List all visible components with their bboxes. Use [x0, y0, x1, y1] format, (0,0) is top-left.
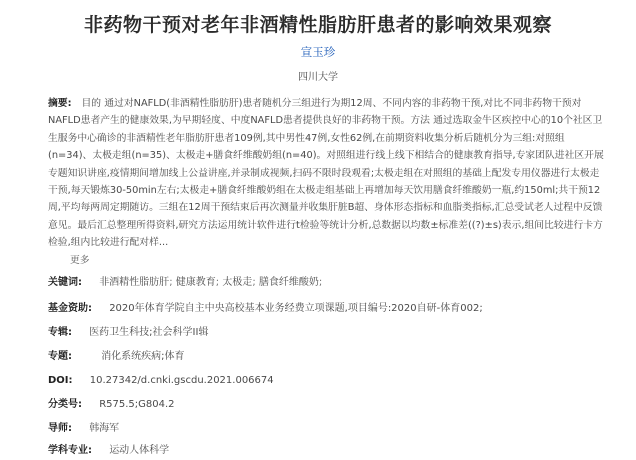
fund-row [48, 300, 483, 317]
affiliation [0, 68, 636, 83]
subject-label: 专题: [48, 351, 72, 362]
advisor-label: 导师: [48, 423, 72, 434]
advisor-link[interactable]: 韩海军 [89, 423, 120, 434]
doi-label: DOI: [48, 375, 73, 386]
major-row [48, 442, 169, 459]
classification-value: R575.5;G804.2 [99, 399, 175, 410]
more-link[interactable]: 更多 [70, 254, 90, 266]
doi-row [48, 372, 274, 389]
major-value: 运动人体科学 [109, 445, 170, 456]
keyword-link[interactable]: 健康教育 [175, 277, 216, 288]
series-row [48, 324, 208, 341]
doi-value: 10.27342/d.cnki.gscdu.2021.006674 [89, 375, 274, 386]
keywords-list: 非酒精性脂肪肝; 健康教育; 太极走; 膳食纤维酸奶; [99, 277, 323, 288]
keyword-link[interactable]: 膳食纤维酸奶 [258, 277, 319, 288]
classification-row [48, 396, 175, 413]
series-label: 专辑: [48, 327, 72, 338]
abstract-text: 目的 通过对NAFLD(非酒精性脂肪肝)患者随机分三组进行为期12周、不同内容的非药物干预,对比不同非药物干预对NAFLD患者产生的健康效果,为早期轻度、中度NAFLD患者提供良好的非药物干预。方法 通过选取金牛区疾控中心的10个社区卫生服务中心确诊的非酒精性老年脂肪肝患者109例,其中男性47例,女性62例,在前期资料收集分析后随机分为三组:对照组(n=34)、太极走组(n=35)、太极走+膳食纤维酸奶组(n=40)。对照组进行线上线下相结合的健康教育指导,专家团队进社区开展专题知识讲座,疫情期间增加线上公益讲座,并录制成视频,扫码不限时段观看;太极走组在对照组的基础上配发专用仪器进行太极走干预,每天锻炼30-50min左右;太极走+膳食纤维酸奶组在太极走组基础上再增加每天饮用膳食纤维酸奶一瓶,约150ml;共干预12周,平均每两周定期随访。三组在12周干预结束后再次测量并收集肝脏B超、身体形态指标和血脂类指标,汇总受试老人过程中反馈意见。最后汇总整理所得资料,研究方法运用统计软件进行t检验等统计分析,总数据以均数±标准差((?)±s)表示,组间比较进行卡方检验,组内比较进行配对样... [48, 98, 604, 249]
keyword-link[interactable]: 非酒精性脂肪肝 [99, 277, 170, 288]
affiliation-link[interactable]: 四川大学 [298, 72, 338, 83]
author-line [0, 44, 636, 60]
fund-value: 2020年体育学院自主中央高校基本业务经费立项课题,项目编号:2020自研-体育002; [109, 303, 483, 314]
series-value: 医药卫生科技;社会科学II辑 [89, 327, 209, 338]
fund-label: 基金资助: [48, 303, 92, 314]
abstract-label: 摘要: [48, 98, 72, 109]
keywords-row [48, 274, 322, 291]
classification-label: 分类号: [48, 399, 82, 410]
keywords-label: 关键词: [48, 277, 82, 288]
subject-row [48, 348, 185, 365]
keyword-link[interactable]: 太极走 [222, 277, 253, 288]
advisor-row [48, 420, 119, 437]
subject-value: 消化系统疾病;体育 [101, 351, 185, 362]
abstract-section [48, 95, 608, 269]
major-label: 学科专业: [48, 445, 92, 456]
author-link[interactable]: 宣玉珍 [300, 45, 336, 59]
thesis-title: 非药物干预对老年非酒精性脂肪肝患者的影响效果观察 [83, 14, 552, 36]
